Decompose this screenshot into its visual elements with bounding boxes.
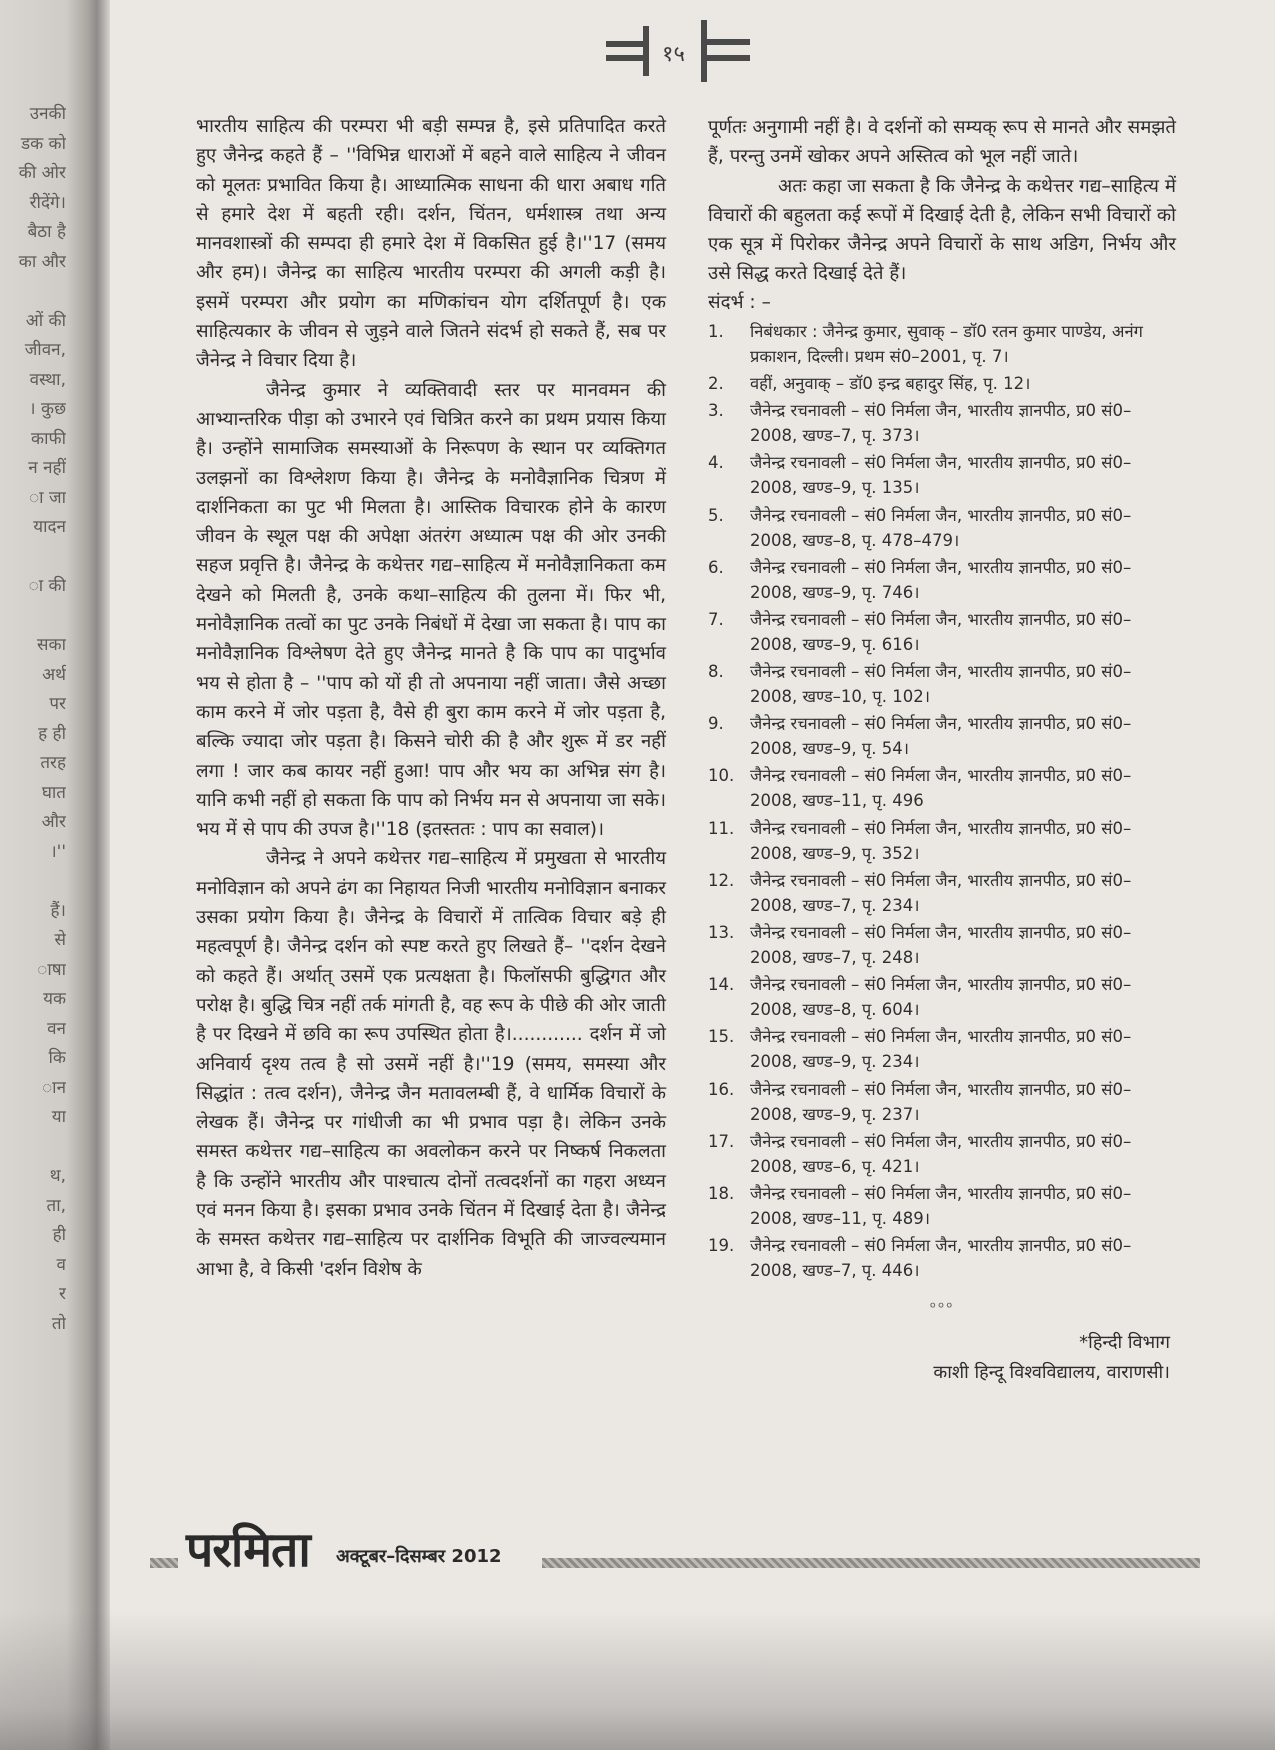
page-footer: [150, 1522, 1200, 1590]
right-column: [708, 113, 1176, 1388]
margin-fragment: की ओर: [18, 163, 66, 183]
margin-fragment: तरह: [40, 753, 66, 773]
margin-fragment: वस्था,: [29, 369, 66, 390]
reference-number: 3.: [708, 401, 724, 421]
reference-number: 5.: [708, 505, 724, 525]
margin-fragment: सका: [37, 635, 66, 655]
reference-item: [708, 1129, 1176, 1179]
reference-text: जैनेन्द्र रचनावली – सं0 निर्मला जैन, भारतीय ज्ञानपीठ, प्र0 सं0– 2008, खण्ड–7, पृ. 373।: [750, 401, 1132, 446]
reference-item: [708, 555, 1176, 605]
reference-text: जैनेन्द्र रचनावली – सं0 निर्मला जैन, भारतीय ज्ञानपीठ, प्र0 सं0– 2008, खण्ड–9, पृ. 237।: [750, 1079, 1132, 1124]
margin-fragment: यक: [43, 989, 66, 1009]
left-bracket-ornament: [606, 26, 646, 76]
margin-fragment: [2, 1133, 66, 1163]
author-affiliation: [708, 1328, 1176, 1388]
reference-item: [708, 1233, 1176, 1283]
reference-text: जैनेन्द्र रचनावली – सं0 निर्मला जैन, भारतीय ज्ञानपीठ, प्र0 सं0– 2008, खण्ड–9, पृ. 54।: [750, 714, 1132, 759]
margin-fragment: ा की: [28, 576, 66, 596]
paragraph: अतः कहा जा सकता है कि जैनेन्द्र के कथेत्तर गद्य–साहित्य में विचारों की बहुलता कई रूपों में दिखाई देती है, लेकिन सभी विचारों को एक सूत्र में पिरोकर जैनेन्द्र अपने विचारों के साथ अडिग, निर्भय और उसे सिद्ध करते दिखाई देते हैं।: [708, 175, 1176, 285]
reference-number: 7.: [708, 609, 724, 629]
margin-fragment: उनकी: [29, 104, 66, 124]
paragraph: भारतीय साहित्य की परम्परा भी बड़ी सम्पन्न है, इसे प्रतिपादित करते हुए जैनेन्द्र कहते हैं – ''विभिन्न धाराओं में बहने वाले साहित्य ने जीवन को मूलतः प्रभावित किया है। आध्यात्मिक साधना की धारा अबाध गति से हमारे देश में बहती रही। दर्शन, चिंतन, धर्मशास्त्र तथा अन्य मानवशास्त्रों की सम्पदा ही हमारे देश में विकसित हुई है।''17 (समय और हम)। जैनेन्द्र का साहित्य भारतीय परम्परा की अगली कड़ी है। इसमें परम्परा और प्रयोग का मणिकांचन योग दर्शितपूर्ण है। एक साहित्यकार के जीवन से जुड़ने वाले जितने संदर्भ हो सकते हैं, सब पर जैनेन्द्र ने विचार दिया है।: [196, 112, 666, 376]
margin-fragment: थ,: [49, 1166, 66, 1186]
reference-item: [708, 972, 1176, 1022]
reference-item: [708, 398, 1176, 448]
margin-fragment: जीवन,: [24, 340, 66, 360]
margin-fragment: यादन: [33, 517, 66, 537]
reference-number: 2.: [708, 373, 724, 393]
reference-text: निबंधकार : जैनेन्द्र कुमार, सुवाक् – डॉ0 रतन कुमार पाण्डेय, अनंग प्रकाशन, दिल्ली। प्रथम सं0–2001, पृ. 7।: [750, 321, 1143, 366]
margin-fragment: ही: [52, 1225, 66, 1245]
paragraph: जैनेन्द्र ने अपने कथेत्तर गद्य–साहित्य में प्रमुखता से भारतीय मनोविज्ञान को अपने ढंग का निहायत निजी भारतीय मनोविज्ञान बनाकर उसका प्रयोग किया है। जैनेन्द्र के विचारों में तात्विक विचार बड़े ही महत्वपूर्ण है। जैनेन्द्र दर्शन को स्पष्ट करते हुए लिखते हैं– ''दर्शन देखने को कहते हैं। अर्थात् उसमें एक प्रत्यक्षता है। फिलॉसफी बुद्धिगत और परोक्ष है। बुद्धि चित्र नहीं तर्क मांगती है, वह रूप के पीछे की ओर जाती है पर दिखने में छवि का रूप उपस्थित होता है।............ दर्शन में जो अनिवार्य दृश्य तत्व है सो उसमें नहीं है।''19 (समय, समस्या और सिद्धांत : तत्व दर्शन), जैनेन्द्र जैन मतावलम्बी हैं, वे धार्मिक विचारों के लेखक हैं। जैनेन्द्र पर गांधीजी का भी प्रभाव पड़ा है। लेकिन उनके समस्त कथेत्तर गद्य–साहित्य का अवलोकन करने पर निष्कर्ष निकलता है कि उन्होंने भारतीय और पाश्चात्य दोनों तत्वदर्शनों का गहरा अध्यन एवं मनन किया है। इसका प्रभाव उनके चिंतन में दिखाई देता है। जैनेन्द्र के समस्त कथेत्तर गद्य–साहित्य पर दार्शनिक विभूति की जाज्वल्यमान आभा है, वे किसी 'दर्शन विशेष के: [196, 848, 666, 1280]
margin-fragment: तो: [51, 1313, 66, 1334]
margin-fragment: [2, 543, 66, 573]
margin-fragment: ओं की: [25, 310, 66, 331]
reference-text: जैनेन्द्र रचनावली – सं0 निर्मला जैन, भारतीय ज्ञानपीठ, प्र0 सं0– 2008, खण्ड–7, पृ. 234।: [750, 870, 1132, 915]
issue-date: अक्टूबर–दिसम्बर 2012: [336, 1546, 502, 1567]
reference-item: [708, 607, 1176, 657]
reference-number: 18.: [708, 1183, 735, 1203]
reference-item: [708, 711, 1176, 761]
reference-number: 12.: [708, 870, 735, 890]
page-ornament: [600, 16, 780, 86]
reference-item: [708, 659, 1176, 709]
end-marks: ०००: [929, 1298, 955, 1313]
reference-text: वहीं, अनुवाक् – डॉ0 इन्द्र बहादुर सिंह, पृ. 12।: [750, 373, 1031, 393]
reference-text: जैनेन्द्र रचनावली – सं0 निर्मला जैन, भारतीय ज्ञानपीठ, प्र0 सं0– 2008, खण्ड–7, पृ. 446।: [750, 1236, 1132, 1281]
reference-number: 14.: [708, 975, 735, 995]
reference-number: 11.: [708, 818, 735, 838]
reference-item: [708, 868, 1176, 918]
reference-item: [708, 450, 1176, 500]
margin-fragment: र: [59, 1284, 66, 1304]
paragraph: पूर्णतः अनुगामी नहीं है। वे दर्शनों को सम्यक् रूप से मानते और समझते हैं, परन्तु उनमें खोकर अपने अस्तित्व को भूल नहीं जाते।: [708, 117, 1176, 168]
reference-item: [708, 1181, 1176, 1231]
margin-fragment: [2, 277, 66, 307]
margin-fragment: न नहीं: [28, 458, 66, 478]
reference-text: जैनेन्द्र रचनावली – सं0 निर्मला जैन, भारतीय ज्ञानपीठ, प्र0 सं0– 2008, खण्ड–9, पृ. 234।: [750, 1027, 1132, 1072]
reference-text: जैनेन्द्र रचनावली – सं0 निर्मला जैन, भारतीय ज्ञानपीठ, प्र0 सं0– 2008, खण्ड–11, पृ. 496: [750, 766, 1132, 811]
reference-item: [708, 371, 1176, 396]
page-number: १५: [662, 42, 685, 67]
margin-fragment: वन: [47, 1018, 66, 1039]
margin-fragment: काफी: [31, 428, 66, 449]
reference-number: 10.: [708, 766, 735, 786]
reference-item: [708, 816, 1176, 866]
footer-band-left: [150, 1558, 178, 1568]
margin-fragment: बैठा है: [27, 222, 66, 242]
reference-number: 4.: [708, 453, 724, 473]
reference-number: 16.: [708, 1079, 735, 1099]
margin-fragment: । कुछ: [29, 399, 66, 419]
margin-fragment: [2, 602, 66, 632]
reference-item: [708, 1077, 1176, 1127]
university: काशी हिन्दू विश्वविद्यालय, वाराणसी।: [933, 1362, 1170, 1384]
paragraph: जैनेन्द्र कुमार ने व्यक्तिवादी स्तर पर मानवमन की आभ्यान्तरिक पीड़ा को उभारने एवं चित्रित करने का प्रथम प्रयास किया है। उन्होंने सामाजिक समस्याओं के निरूपण के स्थान पर व्यक्तिगत उलझनों का विश्लेशण किया है। जैनेन्द्र के मनोवैज्ञानिक चित्रण में दार्शनिकता का पुट भी मिलता है। आस्तिक विचारक होने के कारण जीवन के स्थूल पक्ष की अपेक्षा अंतरंग अध्यात्म पक्ष की ओर उनकी सहज प्रवृत्ति है। जैनेन्द्र के कथेत्तर गद्य–साहित्य में मनोवैज्ञानिकता कम देखने को मिलती है, उनके कथा–साहित्य की तुलना में। फिर भी, मनोवैज्ञानिक तत्वों का पुट उनके निबंधों में देखा जा सकता है। पाप का मनोवैज्ञानिक विश्लेषण देते हुए जैनेन्द्र मानते है कि पाप का पादुर्भाव भय से होता है – ''पाप को यों ही तो अपनाया नहीं जाता। जैसे अच्छा काम करने में जोर पड़ता है, वैसे ही बुरा काम करने में जोर पड़ता है, बल्कि ज्यादा जोर पड़ता है। किसने चोरी की है और शुरू में डर नहीं लगा ! जार कब कायर नहीं हुआ! पाप और भय का अभिन्न संग है। यानि कभी नहीं हो सकता कि पाप को निर्भय मन से अपनाया जा सके। भय में से पाप की उपज है।''18 (इतस्ततः : पाप का सवाल)।: [196, 379, 666, 841]
reference-text: जैनेन्द्र रचनावली – सं0 निर्मला जैन, भारतीय ज्ञानपीठ, प्र0 सं0– 2008, खण्ड–9, पृ. 135।: [750, 453, 1132, 498]
reference-item: [708, 503, 1176, 553]
footer-band-right: [542, 1558, 1200, 1568]
right-bracket-ornament: [704, 20, 750, 82]
reference-text: जैनेन्द्र रचनावली – सं0 निर्मला जैन, भारतीय ज्ञानपीठ, प्र0 सं0– 2008, खण्ड–7, पृ. 248।: [750, 923, 1132, 968]
margin-fragment: और: [41, 812, 66, 832]
reference-number: 19.: [708, 1236, 735, 1256]
reference-text: जैनेन्द्र रचनावली – सं0 निर्मला जैन, भारतीय ज्ञानपीठ, प्र0 सं0– 2008, खण्ड–10, पृ. 102।: [750, 662, 1132, 707]
margin-fragment: [2, 867, 66, 897]
margin-fragment: व: [56, 1254, 66, 1275]
margin-fragment: ान: [42, 1077, 66, 1098]
magazine-logo: परमिता: [186, 1522, 310, 1578]
reference-number: 15.: [708, 1027, 735, 1047]
margin-fragment: घात: [41, 782, 66, 803]
reference-text: जैनेन्द्र रचनावली – सं0 निर्मला जैन, भारतीय ज्ञानपीठ, प्र0 सं0– 2008, खण्ड–9, पृ. 352।: [750, 818, 1132, 863]
references-list: [708, 319, 1176, 1283]
reference-item: [708, 1024, 1176, 1074]
reference-text: जैनेन्द्र रचनावली – सं0 निर्मला जैन, भारतीय ज्ञानपीठ, प्र0 सं0– 2008, खण्ड–8, पृ. 478–479।: [750, 505, 1132, 550]
reference-number: 8.: [708, 662, 724, 682]
reference-number: 1.: [708, 321, 724, 341]
margin-fragment: ा जा: [29, 487, 66, 508]
reference-number: 6.: [708, 557, 724, 577]
reference-item: [708, 319, 1176, 369]
reference-item: [708, 763, 1176, 813]
reference-number: 13.: [708, 923, 735, 943]
margin-fragment: हैं।: [50, 900, 66, 921]
margin-fragment: कि: [48, 1048, 66, 1068]
reference-text: जैनेन्द्र रचनावली – सं0 निर्मला जैन, भारतीय ज्ञानपीठ, प्र0 सं0– 2008, खण्ड–9, पृ. 746।: [750, 557, 1132, 602]
reference-text: जैनेन्द्र रचनावली – सं0 निर्मला जैन, भारतीय ज्ञानपीठ, प्र0 सं0– 2008, खण्ड–6, पृ. 421।: [750, 1131, 1132, 1176]
reference-text: जैनेन्द्र रचनावली – सं0 निर्मला जैन, भारतीय ज्ञानपीठ, प्र0 सं0– 2008, खण्ड–11, पृ. 489।: [750, 1183, 1132, 1228]
references-heading: संदर्भ : –: [708, 291, 771, 313]
bottom-shadow: [0, 1610, 1275, 1750]
reference-number: 9.: [708, 714, 724, 734]
margin-fragment: का और: [18, 251, 66, 272]
margin-fragment: ता,: [46, 1195, 66, 1216]
margin-fragment: अर्थ: [42, 664, 66, 685]
left-column: [196, 112, 666, 1284]
reference-text: जैनेन्द्र रचनावली – सं0 निर्मला जैन, भारतीय ज्ञानपीठ, प्र0 सं0– 2008, खण्ड–8, पृ. 604।: [750, 975, 1132, 1020]
department: *हिन्दी विभाग: [1079, 1332, 1170, 1354]
margin-fragment: ।'': [50, 841, 66, 862]
margin-fragment: या: [51, 1107, 66, 1127]
margin-fragment: से: [54, 930, 66, 950]
margin-fragment: रीदेंगे।: [29, 192, 66, 213]
margin-fragment: ाषा: [37, 959, 66, 980]
reference-text: जैनेन्द्र रचनावली – सं0 निर्मला जैन, भारतीय ज्ञानपीठ, प्र0 सं0– 2008, खण्ड–9, पृ. 616।: [750, 609, 1132, 654]
margin-fragment: ह ही: [38, 723, 66, 744]
previous-page-margin-text: [2, 100, 66, 1339]
reference-number: 17.: [708, 1131, 735, 1151]
margin-fragment: डक को: [20, 133, 66, 154]
reference-item: [708, 920, 1176, 970]
margin-fragment: पर: [49, 694, 66, 714]
